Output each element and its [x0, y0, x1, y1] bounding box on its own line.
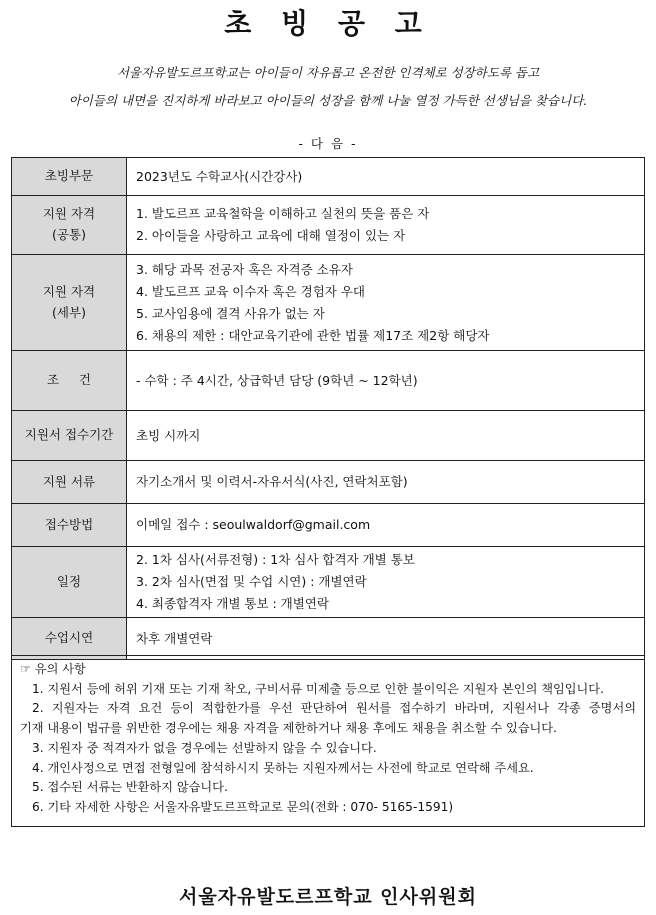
- value-demo-lesson: 차후 개별연락: [127, 618, 645, 660]
- label-position: 초빙부문: [12, 158, 127, 196]
- row-qualification-detail: [12, 255, 645, 351]
- notes-title: ☞ 유의 사항: [20, 662, 86, 676]
- row-application-period: [12, 411, 645, 461]
- row-submission-method: [12, 504, 645, 547]
- note-item: 6. 기타 자세한 사항은 서울자유발도르프학교로 문의(전화 : 070- 5165-1591): [32, 799, 454, 814]
- row-schedule: [12, 547, 645, 618]
- intro-line-2: 아이들의 내면을 진지하게 바라보고 아이들의 성장을 함께 나눌 열정 가득한 선생님을 찾습니다.: [68, 93, 588, 108]
- note-item: 5. 접수된 서류는 반환하지 않습니다.: [32, 780, 228, 795]
- row-demo-lesson: [12, 618, 645, 660]
- value-position: 2023년도 수학교사(시간강사): [127, 158, 645, 196]
- label-schedule: 일정: [12, 547, 127, 618]
- label-qualification-detail: 지원 자격 (세부): [12, 255, 127, 351]
- note-item: 2. 지원자는 자격 요건 등이 적합한가를 우선 판단하여 원서를 접수하기 바라며, 지원서나 각종 증명서의: [32, 701, 636, 716]
- value-submission-method: 이메일 접수 : seoulwaldorf@gmail.com: [127, 504, 645, 547]
- value-qualification-detail: 3. 해당 과목 전공자 혹은 자격증 소유자 4. 발도르프 교육 이수자 혹은 경험자 우대 5. 교사임용에 결격 사유가 없는 자 6. 채용의 제한 : 대안교육기관에 관한 법률 제17조 제2항 해당자: [127, 255, 645, 351]
- value-documents: 자기소개서 및 이력서-자유서식(사진, 연락처포함): [127, 461, 645, 504]
- row-documents: [12, 461, 645, 504]
- intro-line-1: 서울자유발도르프학교는 아이들이 자유롭고 온전한 인격체로 성장하도록 돕고: [116, 65, 540, 80]
- note-item-continuation: 기재 내용이 법규를 위반한 경우에는 채용 자격을 제한하거나 채용 후에도 채용을 취소할 수 있습니다.: [20, 721, 557, 736]
- recruitment-table: [11, 157, 645, 660]
- value-conditions: - 수학 : 주 4시간, 상급학년 담당 (9학년 ~ 12학년): [127, 351, 645, 411]
- page-title: 초 빙 공 고: [224, 7, 432, 40]
- label-application-period: 지원서 접수기간: [12, 411, 127, 461]
- value-schedule: 2. 1차 심사(서류전형) : 1차 심사 합격자 개별 통보 3. 2차 심사(면접 및 수업 시연) : 개별연락 4. 최종합격자 개별 통보 : 개별연락: [127, 547, 645, 618]
- note-item: 3. 지원자 중 적격자가 없을 경우에는 선발하지 않을 수 있습니다.: [32, 740, 377, 755]
- signature: 서울자유발도르프학교 인사위원회: [179, 886, 477, 908]
- label-conditions: 조 건: [12, 351, 127, 411]
- label-submission-method: 접수방법: [12, 504, 127, 547]
- row-position: [12, 158, 645, 196]
- notes-box: [11, 655, 645, 827]
- label-demo-lesson: 수업시연: [12, 618, 127, 660]
- section-marker: - 다 음 -: [298, 136, 358, 151]
- value-qualification-common: 1. 발도르프 교육철학을 이해하고 실천의 뜻을 품은 자 2. 아이들을 사랑하고 교육에 대해 열정이 있는 자: [127, 196, 645, 255]
- value-application-period: 초빙 시까지: [127, 411, 645, 461]
- label-qualification-common: 지원 자격 (공통): [12, 196, 127, 255]
- note-item: 1. 지원서 등에 허위 기재 또는 기재 착오, 구비서류 미제출 등으로 인한 불이익은 지원자 본인의 책임입니다.: [32, 681, 604, 696]
- row-conditions: [12, 351, 645, 411]
- row-qualification-common: [12, 196, 645, 255]
- note-item: 4. 개인사정으로 면접 전형일에 참석하시지 못하는 지원자께서는 사전에 학교로 연락해 주세요.: [32, 760, 534, 775]
- label-documents: 지원 서류: [12, 461, 127, 504]
